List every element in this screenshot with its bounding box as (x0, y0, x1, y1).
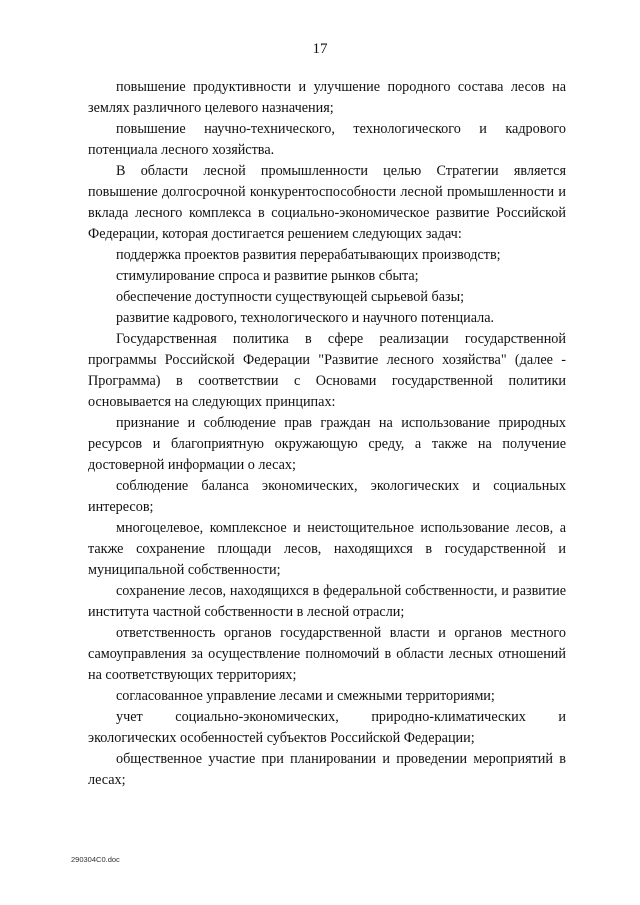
footer-file-code: 290304C0.doc (71, 855, 120, 864)
paragraph-10: соблюдение баланса экономических, экологических и социальных интересов; (88, 478, 566, 515)
paragraph-1: повышение продуктивности и улучшение породного состава лесов на землях различного целевого назначения; (88, 79, 566, 116)
page-number: 17 (312, 41, 328, 57)
paragraph-16: общественное участие при планировании и проведении мероприятий в лесах; (88, 751, 566, 788)
paragraph-13: ответственность органов государственной власти и органов местного самоуправления за осуществление полномочий в области лесных отношений на соответствующих территориях; (88, 625, 566, 683)
paragraph-8: Государственная политика в сфере реализации государственной программы Российской Федерации "Развитие лесного хозяйства" (далее - Программа) в соответствии с Основами государственной политики основывается на следующих принципах: (88, 331, 566, 410)
paragraph-2: повышение научно-технического, технологического и кадрового потенциала лесного хозяйства. (88, 121, 566, 158)
paragraph-7: развитие кадрового, технологического и научного потенциала. (116, 310, 495, 326)
paragraph-9: признание и соблюдение прав граждан на использование природных ресурсов и благоприятную окружающую среду, а также на получение достоверной информации о лесах; (88, 415, 566, 473)
paragraph-3: В области лесной промышленности целью Стратегии является повышение долгосрочной конкурентоспособности лесной промышленности и вклада лесного комплекса в социально-экономическое развитие Российской Федерации, которая достигается решением следующих задач: (88, 163, 566, 242)
paragraph-12: сохранение лесов, находящихся в федеральной собственности, и развитие института частной собственности в лесной отрасли; (88, 583, 566, 620)
paragraph-6: обеспечение доступности существующей сырьевой базы; (116, 289, 465, 305)
paragraph-4: поддержка проектов развития перерабатывающих производств; (116, 247, 501, 263)
paragraph-14: согласованное управление лесами и смежными территориями; (116, 688, 495, 704)
paragraph-5: стимулирование спроса и развитие рынков сбыта; (116, 268, 419, 284)
paragraph-11: многоцелевое, комплексное и неистощительное использование лесов, а также сохранение площади лесов, находящихся в государственной и муниципальной собственности; (88, 520, 566, 578)
paragraph-15: учет социально-экономических, природно-климатических и экологических особенностей субъектов Российской Федерации; (88, 709, 566, 746)
body-text (88, 77, 566, 791)
